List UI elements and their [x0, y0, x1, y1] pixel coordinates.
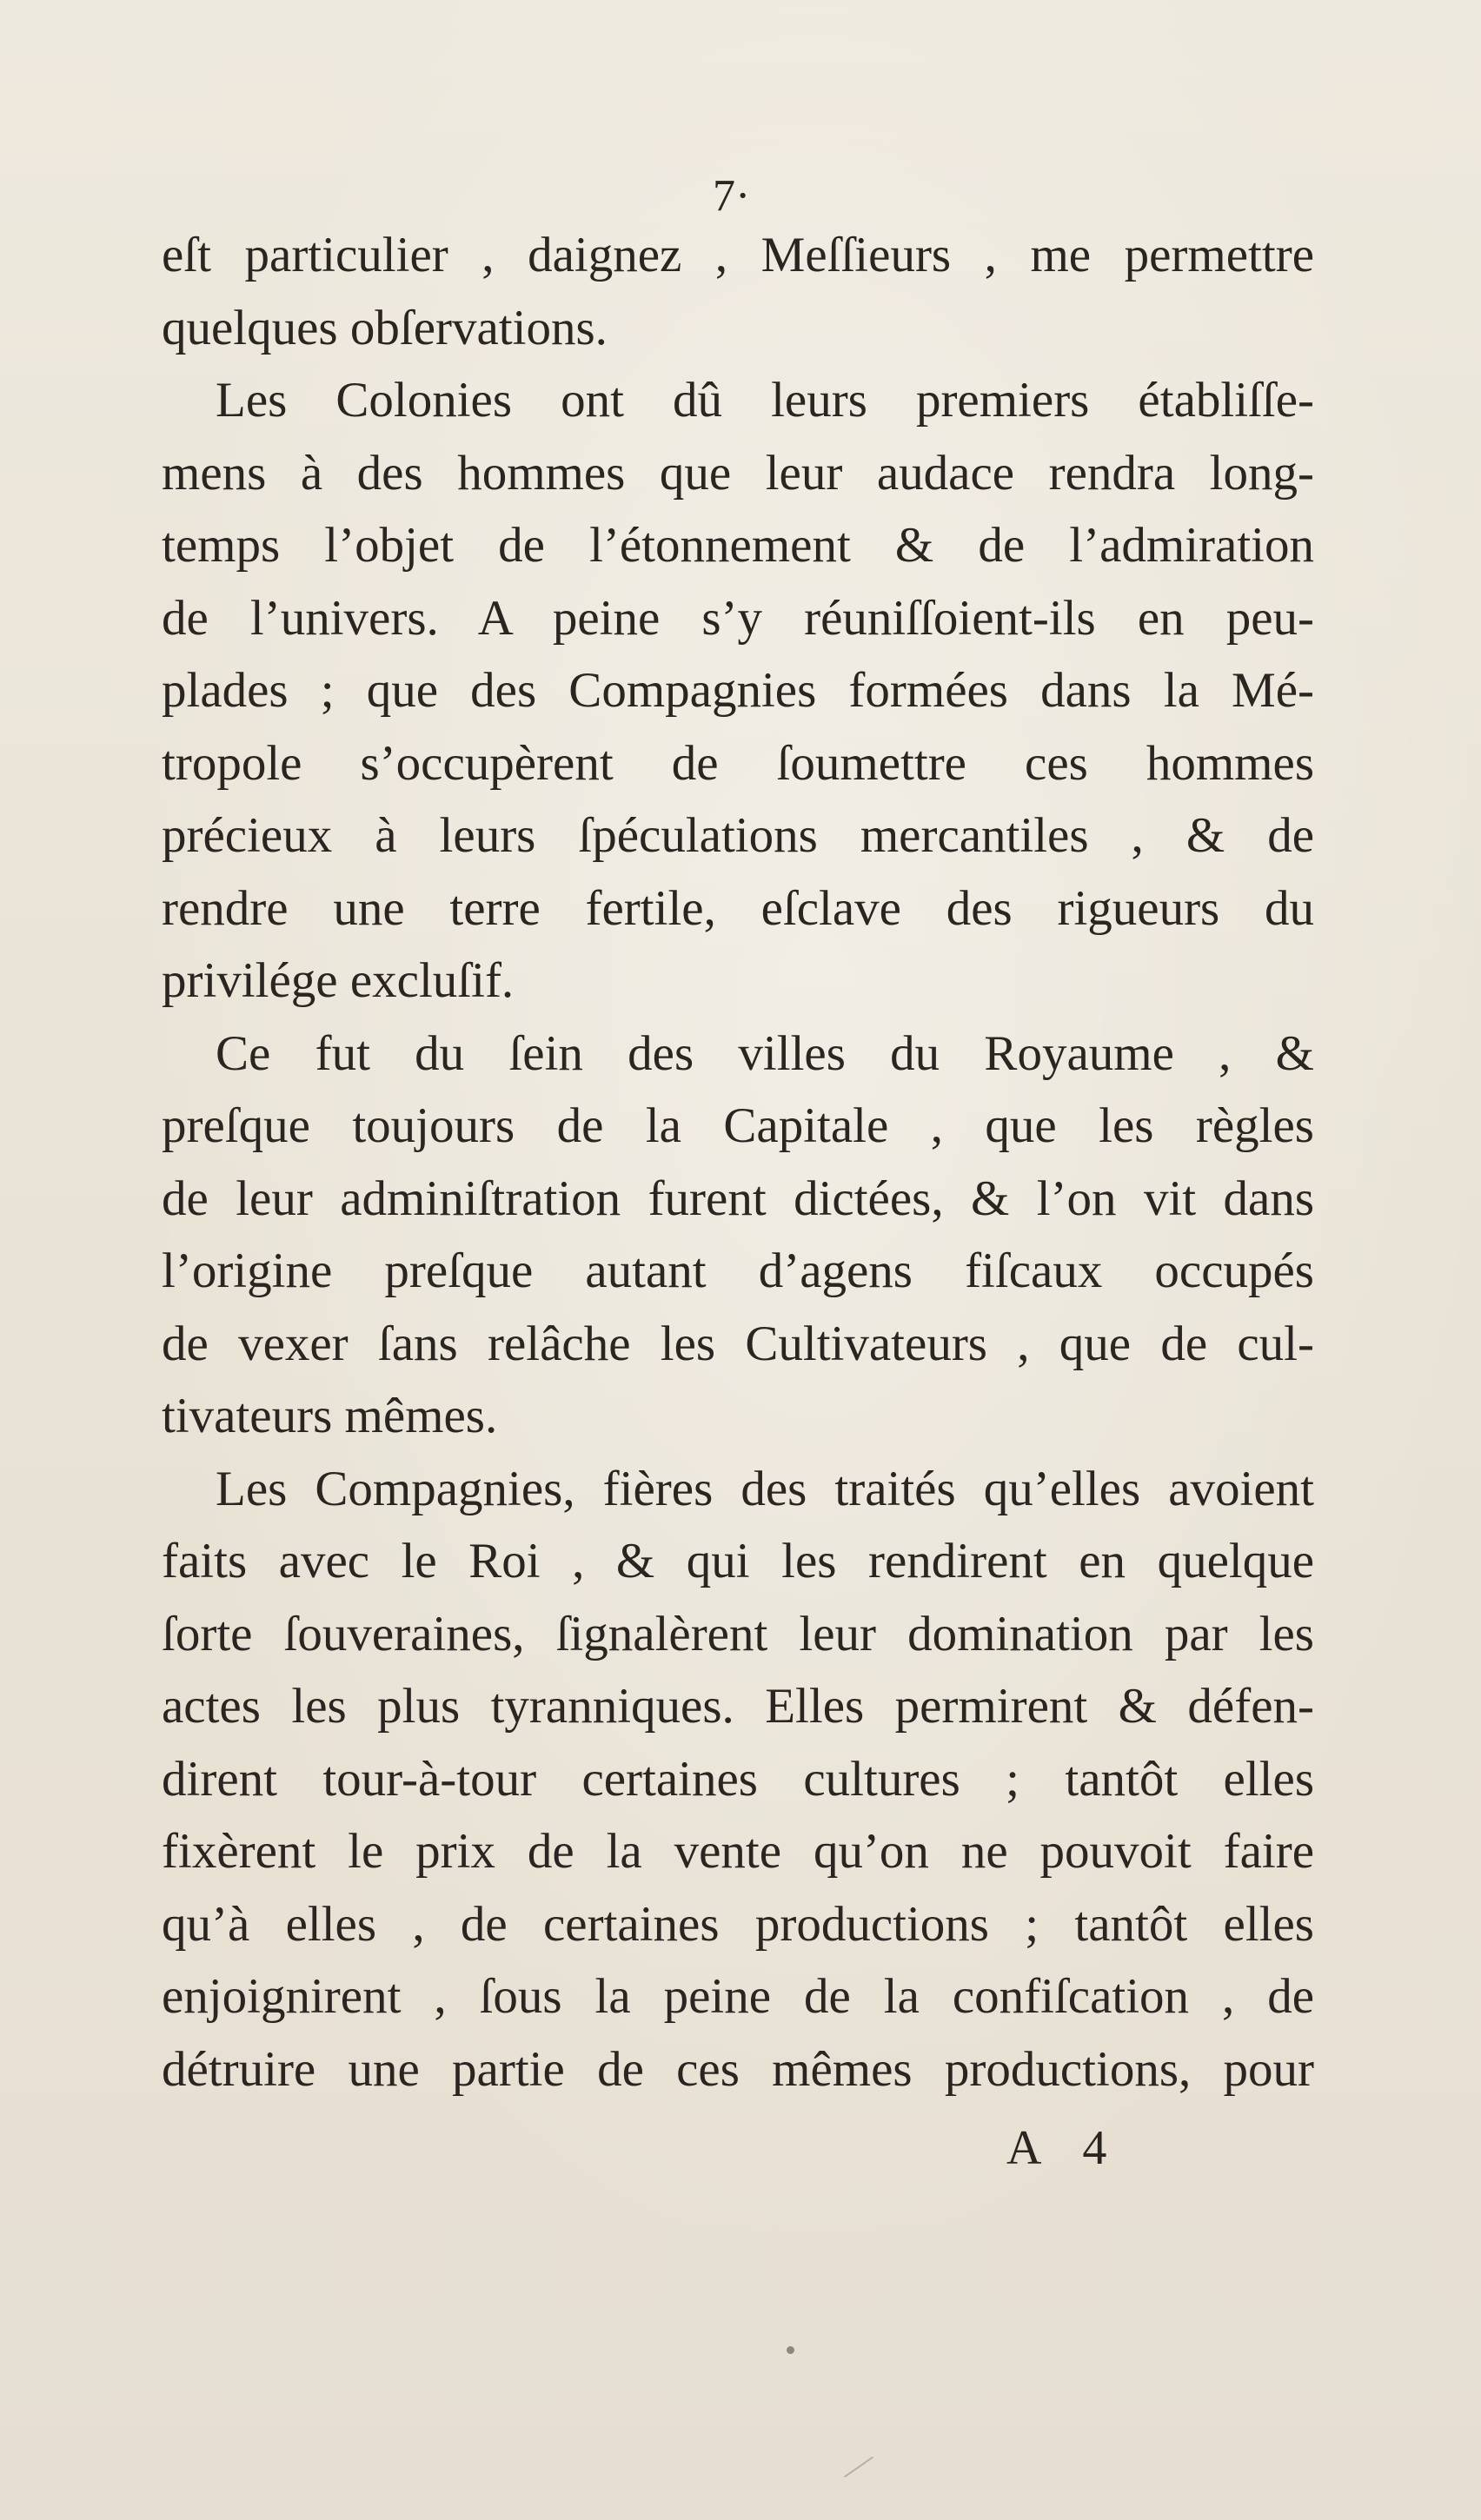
text-line: actes les plus tyranniques. Elles permirent & défen- — [162, 1679, 1314, 1734]
text-line: tropole s’occupèrent de ſoumettre ces hommes — [162, 735, 1314, 791]
page-number: 7· — [713, 171, 751, 221]
text-line: privilége excluſif. — [162, 953, 515, 1008]
text-line: eſt particulier , daignez , Meſſieurs , me permettre — [162, 228, 1314, 282]
text-line: tivateurs mêmes. — [162, 1389, 498, 1443]
text-line: mens à des hommes que leur audace rendra long- — [162, 445, 1314, 501]
text-line: preſque toujours de la Capitale , que les règles — [162, 1098, 1314, 1153]
text-line: qu’à elles , de certaines productions ; tantôt elles — [162, 1896, 1314, 1952]
text-line: de l’univers. A peine s’y réuniſſoient-ils en peu- — [162, 590, 1314, 646]
text-line: enjoignirent , ſous la peine de la confiſcation , de — [162, 1969, 1314, 2024]
text-line: détruire une partie de ces mêmes productions, pour — [162, 2041, 1314, 2097]
body-text — [162, 219, 1314, 2106]
text-line: de leur adminiſtration furent dictées, & l’on vit dans — [162, 1170, 1314, 1226]
text-line: Les Compagnies, fières des traités qu’elles avoient — [216, 1461, 1314, 1516]
text-line: dirent tour-à-tour certaines cultures ; tantôt elles — [162, 1751, 1314, 1807]
text-line: plades ; que des Compagnies formées dans la Mé- — [162, 663, 1314, 718]
text-line: faits avec le Roi , & qui les rendirent en quelque — [162, 1534, 1314, 1588]
text-line: l’origine preſque autant d’agens fiſcaux occupés — [162, 1243, 1314, 1298]
signature-mark: A 4 — [1006, 2121, 1123, 2175]
text-line: quelques obſervations. — [162, 300, 608, 355]
text-line: fixèrent le prix de la vente qu’on ne pouvoit faire — [162, 1824, 1314, 1879]
text-line: de vexer ſans relâche les Cultivateurs , que de cul- — [162, 1316, 1314, 1371]
text-line: temps l’objet de l’étonnement & de l’admiration — [162, 518, 1314, 573]
text-line: Les Colonies ont dû leurs premiers établiſſe- — [216, 373, 1314, 428]
text-line: Ce fut du ſein des villes du Royaume , & — [216, 1025, 1314, 1081]
paper-mark — [844, 2457, 873, 2478]
text-line: ſorte ſouveraines, ſignalèrent leur domination par les — [162, 1606, 1314, 1661]
text-line: rendre une terre fertile, eſclave des rigueurs du — [162, 880, 1314, 936]
paper-speck — [787, 2346, 794, 2354]
text-line: précieux à leurs ſpéculations mercantiles , & de — [162, 808, 1314, 863]
